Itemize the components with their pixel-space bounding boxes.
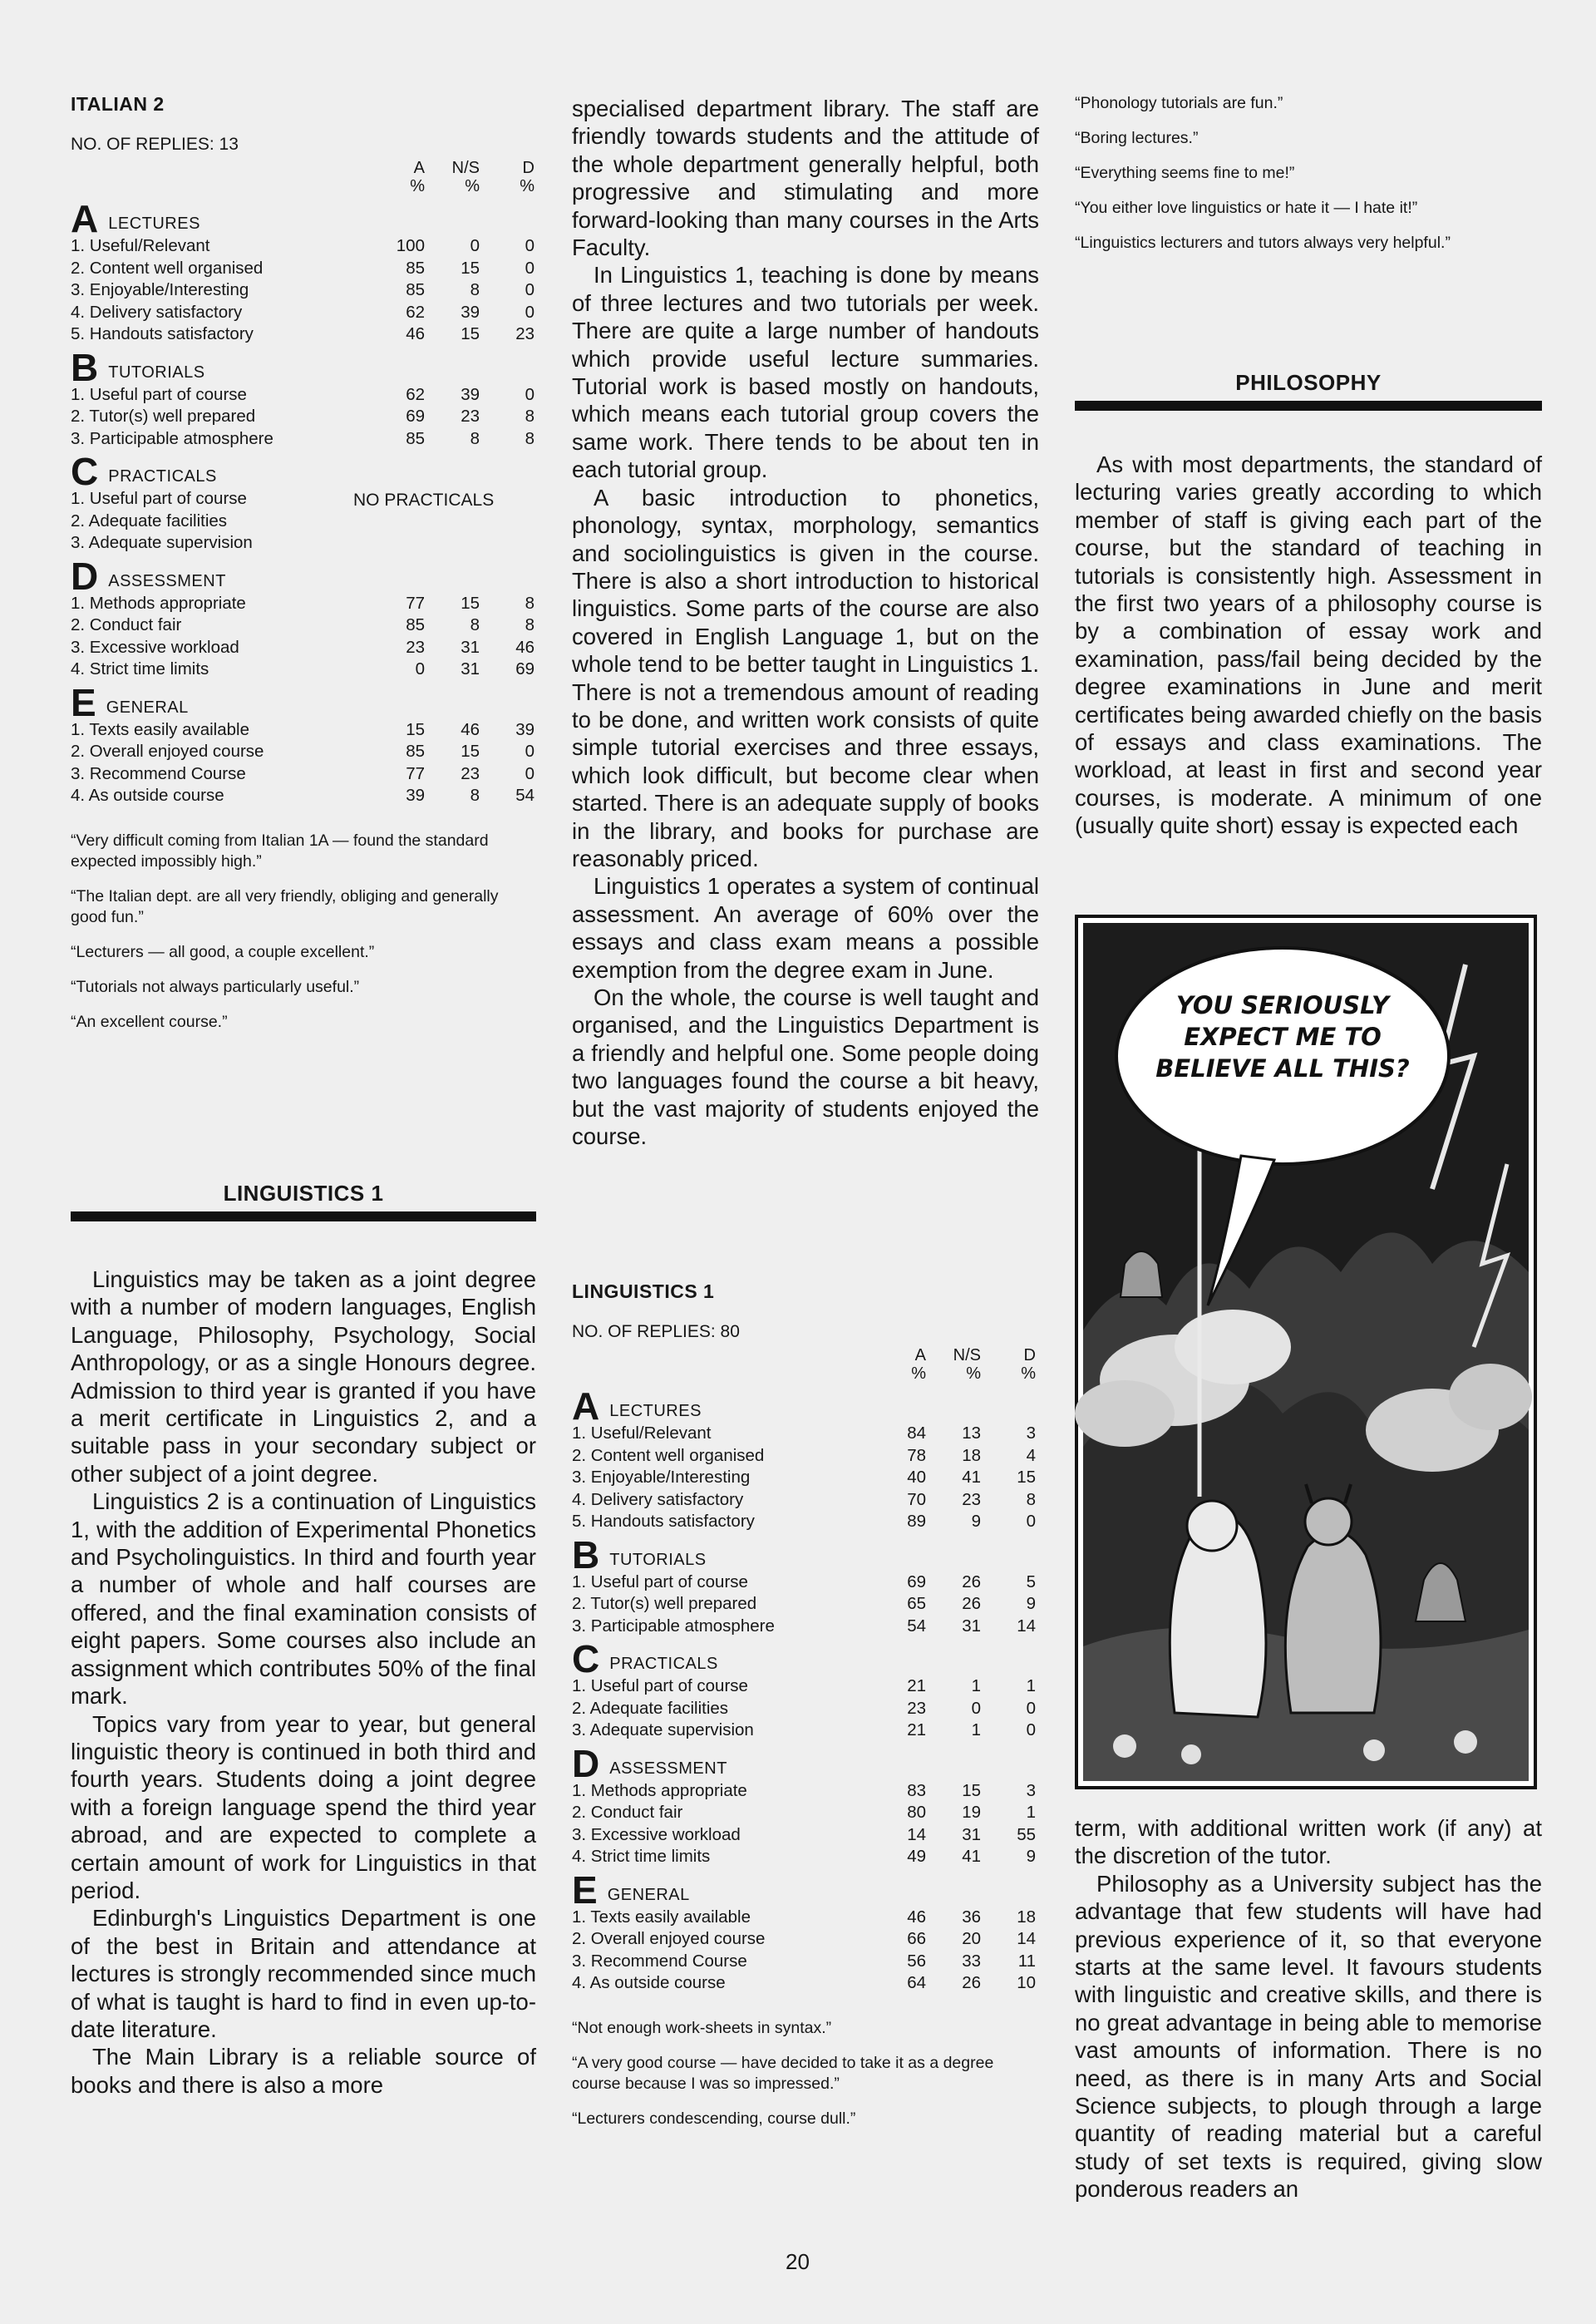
row-value: 26	[962, 1973, 981, 1992]
table-row	[71, 258, 534, 280]
header-spacer	[572, 1346, 871, 1384]
row-value: 13	[962, 1424, 981, 1443]
row-value: 100	[396, 236, 425, 255]
table-row	[71, 763, 534, 786]
row-value: 15	[962, 1780, 981, 1800]
column-header	[480, 159, 534, 197]
row-value: 15	[406, 719, 425, 739]
row-value: 8	[470, 786, 480, 805]
row-label: 2. Adequate facilities	[71, 511, 228, 530]
row-value: 89	[907, 1512, 926, 1531]
table-row	[572, 1593, 1036, 1616]
table-row	[572, 1802, 1036, 1824]
row-value: 18	[962, 1445, 981, 1465]
table-row	[572, 1423, 1036, 1445]
row-value: 23	[962, 1489, 981, 1509]
row-value: 8	[525, 428, 534, 448]
row-label: 1. Useful part of course	[572, 1572, 748, 1591]
row-label: 2. Tutor(s) well prepared	[572, 1594, 757, 1613]
section-rows	[572, 1572, 1036, 1638]
section-name: TUTORIALS	[108, 363, 205, 382]
table-row	[572, 1928, 1036, 1951]
row-value: 5	[1026, 1572, 1036, 1591]
linguistics-text-col2	[572, 95, 1039, 1150]
section-header	[71, 680, 534, 724]
row-value	[480, 532, 534, 555]
row-value: 39	[461, 384, 480, 404]
row-value	[370, 532, 425, 555]
row-value: 39	[461, 302, 480, 322]
row-label: 2. Overall enjoyed course	[572, 1929, 766, 1948]
row-value: 3	[1026, 1780, 1036, 1800]
row-value: 31	[962, 1616, 981, 1636]
table-row	[572, 1511, 1036, 1533]
row-value: 14	[907, 1824, 926, 1844]
row-label: 1. Useful part of course	[572, 1676, 748, 1695]
row-label: 1. Useful part of course	[71, 384, 247, 404]
row-value: 8	[525, 593, 534, 613]
paragraph: Linguistics may be taken as a joint degree with a number of modern languages, English Language, Philosophy, Psychology, Social Anthropology, or as a single Honours degree. Admission to third year is granted if you have a merit certificate in Linguistics 2, and a suitable pass in your secondary subject or other subject of a joint degree.	[71, 1266, 536, 1487]
philosophy-text-top	[1075, 451, 1542, 840]
row-value: 11	[1017, 1951, 1036, 1971]
row-value: 69	[907, 1572, 926, 1591]
column-header-label: D	[1023, 1346, 1036, 1364]
row-value: 62	[406, 302, 425, 322]
column-header-unit: %	[911, 1364, 926, 1383]
table-row	[71, 741, 534, 763]
column-header	[370, 159, 425, 197]
row-label: 1. Texts easily available	[71, 719, 249, 739]
row-label: 3. Recommend Course	[71, 763, 246, 783]
section-header	[71, 554, 534, 598]
row-label: 1. Methods appropriate	[71, 593, 246, 613]
row-value	[370, 511, 425, 533]
column-header	[871, 1346, 926, 1384]
section-letter: E	[71, 680, 96, 724]
row-value: 23	[461, 763, 480, 783]
row-value: 0	[1026, 1720, 1036, 1739]
quote: “Linguistics lecturers and tutors always very helpful.”	[1075, 234, 1451, 252]
paragraph: specialised department library. The staff are friendly towards students and the attitude of the whole department generally helpful, both progressive and stimulating and more forward-looking than many courses in the Arts Faculty.	[572, 96, 1039, 261]
paragraph: Edinburgh's Linguistics Department is one of the best in Britain and attendance at lectures is strongly recommended since much of what is taught is hard to find in even up-to-date literature.	[71, 1905, 536, 2042]
table-row	[572, 1907, 1036, 1929]
row-value: 1	[971, 1676, 981, 1695]
section-letter: B	[71, 345, 99, 389]
linguistics-quotes-continued	[1075, 93, 1540, 268]
row-value: 0	[525, 302, 534, 322]
paragraph: Linguistics 1 operates a system of continual assessment. An average of 60% over the essays and class exam means a possible exemption from the degree exam in June.	[572, 873, 1039, 983]
table-row	[71, 614, 534, 637]
section-name: PRACTICALS	[609, 1655, 718, 1673]
row-value: 15	[1017, 1468, 1036, 1487]
row-value: 19	[962, 1803, 981, 1822]
table-row	[71, 302, 534, 324]
column-header-unit: %	[966, 1364, 981, 1383]
table-row	[71, 532, 534, 555]
row-value: 83	[907, 1780, 926, 1800]
table-row	[572, 1445, 1036, 1468]
section-rows	[572, 1423, 1036, 1533]
row-label: 5. Handouts satisfactory	[572, 1512, 755, 1531]
section-name: PRACTICALS	[108, 467, 217, 486]
row-value: 46	[907, 1907, 926, 1927]
table-row	[71, 323, 534, 346]
column-header-unit: %	[410, 177, 425, 195]
row-label: 2. Conduct fair	[572, 1803, 683, 1822]
row-value: 39	[406, 786, 425, 805]
table-row	[572, 1675, 1036, 1698]
row-value: 0	[415, 659, 425, 678]
column-header	[981, 1346, 1036, 1384]
row-value: 8	[470, 280, 480, 299]
linguistics-1-survey	[572, 1280, 1036, 2144]
row-value: 0	[525, 236, 534, 255]
row-value: 78	[907, 1445, 926, 1465]
table-row	[71, 659, 534, 681]
table-row	[71, 593, 534, 615]
row-value: 66	[907, 1929, 926, 1948]
row-label: 4. As outside course	[572, 1973, 726, 1992]
row-value: 0	[525, 280, 534, 299]
row-label: 1. Useful/Relevant	[572, 1424, 712, 1443]
table-row	[71, 279, 534, 302]
row-value: 9	[1026, 1594, 1036, 1613]
quote: “Lecturers — all good, a couple excellent.”	[71, 942, 375, 961]
row-value: 69	[515, 659, 534, 678]
table-row	[71, 406, 534, 428]
row-value: 46	[515, 637, 534, 657]
row-value: 0	[1026, 1512, 1036, 1531]
row-value: 9	[971, 1512, 981, 1531]
linguistics-text-col1	[71, 1266, 536, 2099]
row-label: 3. Enjoyable/Interesting	[572, 1468, 751, 1487]
column-header-label: A	[413, 159, 425, 177]
row-value	[480, 511, 534, 533]
column-header-unit: %	[465, 177, 480, 195]
row-value: 40	[907, 1468, 926, 1487]
row-value: 77	[406, 593, 425, 613]
row-value: 14	[1017, 1929, 1036, 1948]
section-rows	[71, 488, 534, 555]
row-value: 31	[962, 1824, 981, 1844]
paragraph: Topics vary from year to year, but general linguistic theory is continued in both third and fourth years. Students doing a joint degree with a foreign language spend the third year abroad, and are expected to complete a certain amount of work for Linguistics in that period.	[71, 1710, 536, 1903]
section-name: LECTURES	[609, 1402, 702, 1420]
row-value: 8	[525, 615, 534, 634]
paragraph: Linguistics 2 is a continuation of Linguistics 1, with the addition of Experimental Phonetics and Psycholinguistics. In third and fourth year a number of whole and half courses are offered, and the final examination consists of eight papers. Some courses also include an assignment which contributes 50% of the final mark.	[71, 1488, 536, 1710]
heading-rule	[1075, 401, 1542, 411]
row-value: 85	[406, 258, 425, 278]
row-value: 31	[461, 637, 480, 657]
row-label: 5. Handouts satisfactory	[71, 324, 254, 343]
row-value: 54	[907, 1616, 926, 1636]
section-header	[71, 197, 534, 240]
section-rows	[572, 1907, 1036, 1995]
row-value: 3	[1026, 1424, 1036, 1443]
row-value: 77	[406, 763, 425, 783]
table-row	[71, 428, 534, 451]
column-headers	[572, 1346, 1036, 1384]
row-value: 23	[406, 637, 425, 657]
section-rows	[71, 384, 534, 451]
row-label: 3. Adequate supervision	[71, 533, 253, 552]
section-name: ASSESSMENT	[609, 1759, 727, 1778]
philosophy-heading: PHILOSOPHY	[1235, 370, 1382, 395]
replies-count: NO. OF REPLIES: 80	[572, 1321, 740, 1341]
column-header-unit: %	[1021, 1364, 1036, 1383]
row-value: 15	[461, 742, 480, 761]
survey-title: LINGUISTICS 1	[572, 1280, 715, 1302]
heading-rule	[71, 1211, 536, 1221]
section-header	[572, 1532, 1036, 1576]
quote: “Not enough work-sheets in syntax.”	[572, 2018, 832, 2037]
row-value: 0	[525, 742, 534, 761]
section-header	[71, 345, 534, 389]
page-number: 20	[786, 2249, 810, 2274]
row-label: 4. Strict time limits	[572, 1847, 711, 1866]
survey-quotes	[572, 2018, 1036, 2129]
quote: “Tutorials not always particularly useful.”	[71, 977, 360, 996]
row-value: 85	[406, 428, 425, 448]
section-name: ASSESSMENT	[108, 571, 226, 590]
row-label: 1. Useful/Relevant	[71, 236, 210, 255]
quote: “The Italian dept. are all very friendly, obliging and generally good fun.”	[71, 886, 499, 926]
row-value: 1	[971, 1720, 981, 1739]
row-value: 21	[907, 1676, 926, 1695]
row-value: 65	[907, 1594, 926, 1613]
section-rows	[572, 1780, 1036, 1868]
row-value: 41	[962, 1847, 981, 1866]
section-header	[572, 1868, 1036, 1912]
row-value: 0	[525, 258, 534, 278]
row-label: 3. Adequate supervision	[572, 1720, 754, 1739]
row-value: 15	[461, 324, 480, 343]
row-label: 2. Conduct fair	[71, 615, 182, 634]
row-label: 4. Strict time limits	[71, 659, 209, 678]
row-value: 85	[406, 742, 425, 761]
row-value: 18	[1017, 1907, 1036, 1927]
row-label: 1. Methods appropriate	[572, 1780, 747, 1800]
row-value: 84	[907, 1424, 926, 1443]
section-letter: D	[71, 554, 99, 598]
row-value: 70	[907, 1489, 926, 1509]
section-name: GENERAL	[607, 1885, 690, 1904]
quote: “Very difficult coming from Italian 1A — found the standard expected impossibly high.”	[71, 831, 489, 871]
row-value: 8	[470, 615, 480, 634]
row-label: 4. Delivery satisfactory	[71, 302, 243, 322]
row-value: 0	[470, 236, 480, 255]
row-value: 1	[1026, 1803, 1036, 1822]
row-label: 1. Useful part of course	[71, 489, 247, 508]
paragraph: A basic introduction to phonetics, phonology, syntax, morphology, semantics and sociolinguistics is given in the course. There is also a short introduction to historical linguistics. Some parts of the course are also covered in English Language 1, but on the whole tend to be better taught in Linguistics 1. There is not a tremendous amount of reading to be done, and written work consists of quite simple tutorial exercises and three essays, which look difficult, but become clear when started. There is an adequate supply of books in the library, and books for purchase are reasonably priced.	[572, 484, 1039, 871]
linguistics-heading: LINGUISTICS 1	[223, 1181, 384, 1206]
philosophy-heading-block	[1075, 370, 1542, 411]
section-rows	[71, 593, 534, 681]
row-value: 0	[971, 1698, 981, 1718]
row-value: 14	[1017, 1616, 1036, 1636]
row-label: 2. Adequate facilities	[572, 1698, 729, 1718]
column-header	[425, 159, 480, 197]
row-value: 64	[907, 1973, 926, 1992]
row-value: 26	[962, 1594, 981, 1613]
row-label: 2. Tutor(s) well prepared	[71, 407, 256, 426]
section-letter: C	[71, 450, 99, 493]
table-row	[572, 1698, 1036, 1720]
table-row	[71, 785, 534, 807]
quote: “Lecturers condescending, course dull.”	[572, 2109, 856, 2128]
row-value: 8	[470, 428, 480, 448]
section-rows	[71, 719, 534, 807]
table-row	[572, 1824, 1036, 1847]
section-header	[71, 450, 534, 493]
row-value: 21	[907, 1720, 926, 1739]
column-header-label: A	[914, 1346, 926, 1364]
table-row	[572, 1467, 1036, 1489]
row-value: 33	[962, 1951, 981, 1971]
section-rows	[71, 235, 534, 346]
survey-quotes	[71, 831, 534, 1033]
row-value: 4	[1026, 1445, 1036, 1465]
section-name: GENERAL	[106, 698, 189, 717]
row-value: 69	[406, 407, 425, 426]
paragraph: Philosophy as a University subject has the advantage that few students will have had previous experience of it, so that everyone starts at the same level. It favours students with linguistic and creative skills, and there is no great advantage in being able to memorise vast amounts of information. There is no need, as there is in many Arts and Social Science subjects, to plough through a large quantity of reading material but a careful study of set texts is required, giving slow ponderous readers an	[1075, 1870, 1542, 2203]
row-value: 1	[1026, 1676, 1036, 1695]
row-label: 3. Excessive workload	[572, 1824, 741, 1844]
row-label: 3. Participable atmosphere	[71, 428, 273, 448]
row-value: 41	[962, 1468, 981, 1487]
row-value: 56	[907, 1951, 926, 1971]
row-value: 39	[515, 719, 534, 739]
row-label: 3. Enjoyable/Interesting	[71, 280, 249, 299]
section-header	[572, 1384, 1036, 1428]
section-letter: B	[572, 1532, 600, 1576]
row-value: 85	[406, 280, 425, 299]
table-row	[71, 719, 534, 742]
row-label: 2. Overall enjoyed course	[71, 742, 264, 761]
column-header-label: D	[522, 159, 534, 177]
row-label: 1. Texts easily available	[572, 1907, 751, 1927]
section-letter: A	[71, 197, 99, 240]
row-value: 0	[1026, 1698, 1036, 1718]
row-value: 23	[907, 1698, 926, 1718]
section-rows	[572, 1675, 1036, 1742]
paragraph: The Main Library is a reliable source of books and there is also a more	[71, 2044, 536, 2098]
row-value: 10	[1017, 1973, 1036, 1992]
row-label: 2. Content well organised	[572, 1445, 765, 1465]
row-value: 62	[406, 384, 425, 404]
row-value: 15	[461, 593, 480, 613]
row-value: 23	[515, 324, 534, 343]
column-header-label: N/S	[451, 159, 480, 177]
quote: “Phonology tutorials are fun.”	[1075, 94, 1283, 112]
section-letter: A	[572, 1384, 600, 1428]
row-value: 46	[461, 719, 480, 739]
row-value: 55	[1017, 1824, 1036, 1844]
column-headers	[71, 159, 534, 197]
row-value: 9	[1026, 1847, 1036, 1866]
quote: “An excellent course.”	[71, 1012, 228, 1031]
row-label: 4. As outside course	[71, 786, 224, 805]
table-row	[71, 384, 534, 407]
section-name: LECTURES	[108, 215, 200, 233]
paragraph: On the whole, the course is well taught and organised, and the Linguistics Department is a friendly and helpful one. Some people doing two languages found the course a bit heavy, but the vast majority of students enjoyed the course.	[572, 984, 1039, 1150]
row-label: 2. Content well organised	[71, 258, 264, 278]
row-value: 0	[525, 384, 534, 404]
row-value	[425, 511, 480, 533]
section-name: TUTORIALS	[609, 1550, 707, 1569]
section-header	[572, 1637, 1036, 1680]
devil-cartoon	[1075, 915, 1537, 1789]
section-letter: E	[572, 1868, 598, 1912]
row-value: 46	[406, 324, 425, 343]
row-value: 54	[515, 786, 534, 805]
replies-count: NO. OF REPLIES: 13	[71, 134, 239, 154]
row-value: 26	[962, 1572, 981, 1591]
section-letter: C	[572, 1637, 600, 1680]
quote: “Boring lectures.”	[1075, 129, 1199, 147]
row-value: 15	[461, 258, 480, 278]
paragraph: In Linguistics 1, teaching is done by means of three lectures and two tutorials per week. There are quite a large number of handouts which provide useful lecture summaries. Tutorial work is based mostly on handouts, which means each tutorial group covers the same work. There tends to be about ten in each tutorial group.	[572, 262, 1039, 483]
column-header-label: N/S	[953, 1346, 981, 1364]
table-row	[572, 1720, 1036, 1742]
survey-title: ITALIAN 2	[71, 93, 165, 115]
row-value: 8	[525, 407, 534, 426]
section-note: NO PRACTICALS	[353, 491, 495, 510]
linguistics-heading-block	[71, 1181, 536, 1221]
quote: “You either love linguistics or hate it — I hate it!”	[1075, 199, 1418, 217]
speech-bubble-text: YOU SERIOUSLY EXPECT ME TO BELIEVE ALL THIS?	[1155, 991, 1410, 1083]
table-row	[71, 511, 534, 533]
table-row	[71, 637, 534, 659]
philosophy-text-bottom	[1075, 1814, 1542, 2203]
table-row	[572, 1616, 1036, 1638]
row-label: 4. Delivery satisfactory	[572, 1489, 744, 1509]
row-value: 8	[1026, 1489, 1036, 1509]
table-row	[572, 1846, 1036, 1868]
italian-2-survey	[71, 93, 534, 1047]
column-header-unit: %	[520, 177, 534, 195]
row-label: 3. Recommend Course	[572, 1951, 747, 1971]
table-row	[572, 1972, 1036, 1995]
row-value: 49	[907, 1847, 926, 1866]
table-row	[572, 1780, 1036, 1803]
paragraph: As with most departments, the standard of lecturing varies greatly according to which member of staff is giving each part of the course, but the standard of teaching in tutorials is consistently high. Assessment in the first two years of a philosophy course is by a combination of essay work and examination, pass/fail being decided by the degree examinations in June and merit certificates being awarded chiefly on the basis of essays and class examinations. The workload, at least in first and second year courses, is moderate. A minimum of one (usually quite short) essay is expected each	[1075, 451, 1542, 839]
table-row	[71, 235, 534, 258]
paragraph: term, with additional written work (if any) at the discretion of the tutor.	[1075, 1815, 1542, 1869]
table-row	[572, 1951, 1036, 1973]
row-label: 3. Excessive workload	[71, 637, 239, 657]
row-value: 36	[962, 1907, 981, 1927]
row-value	[425, 532, 480, 555]
row-label: 3. Participable atmosphere	[572, 1616, 775, 1636]
column-header	[926, 1346, 981, 1384]
row-value: 0	[525, 763, 534, 783]
section-header	[572, 1741, 1036, 1785]
row-value: 31	[461, 659, 480, 678]
row-value: 80	[907, 1803, 926, 1822]
header-spacer	[71, 159, 370, 197]
table-row	[572, 1572, 1036, 1594]
quote: “Everything seems fine to me!”	[1075, 164, 1295, 182]
table-row	[572, 1489, 1036, 1512]
quote: “A very good course — have decided to take it as a degree course because I was so impressed.”	[572, 2053, 994, 2093]
row-value: 20	[962, 1929, 981, 1948]
row-value: 85	[406, 615, 425, 634]
section-letter: D	[572, 1741, 600, 1785]
row-value: 23	[461, 407, 480, 426]
